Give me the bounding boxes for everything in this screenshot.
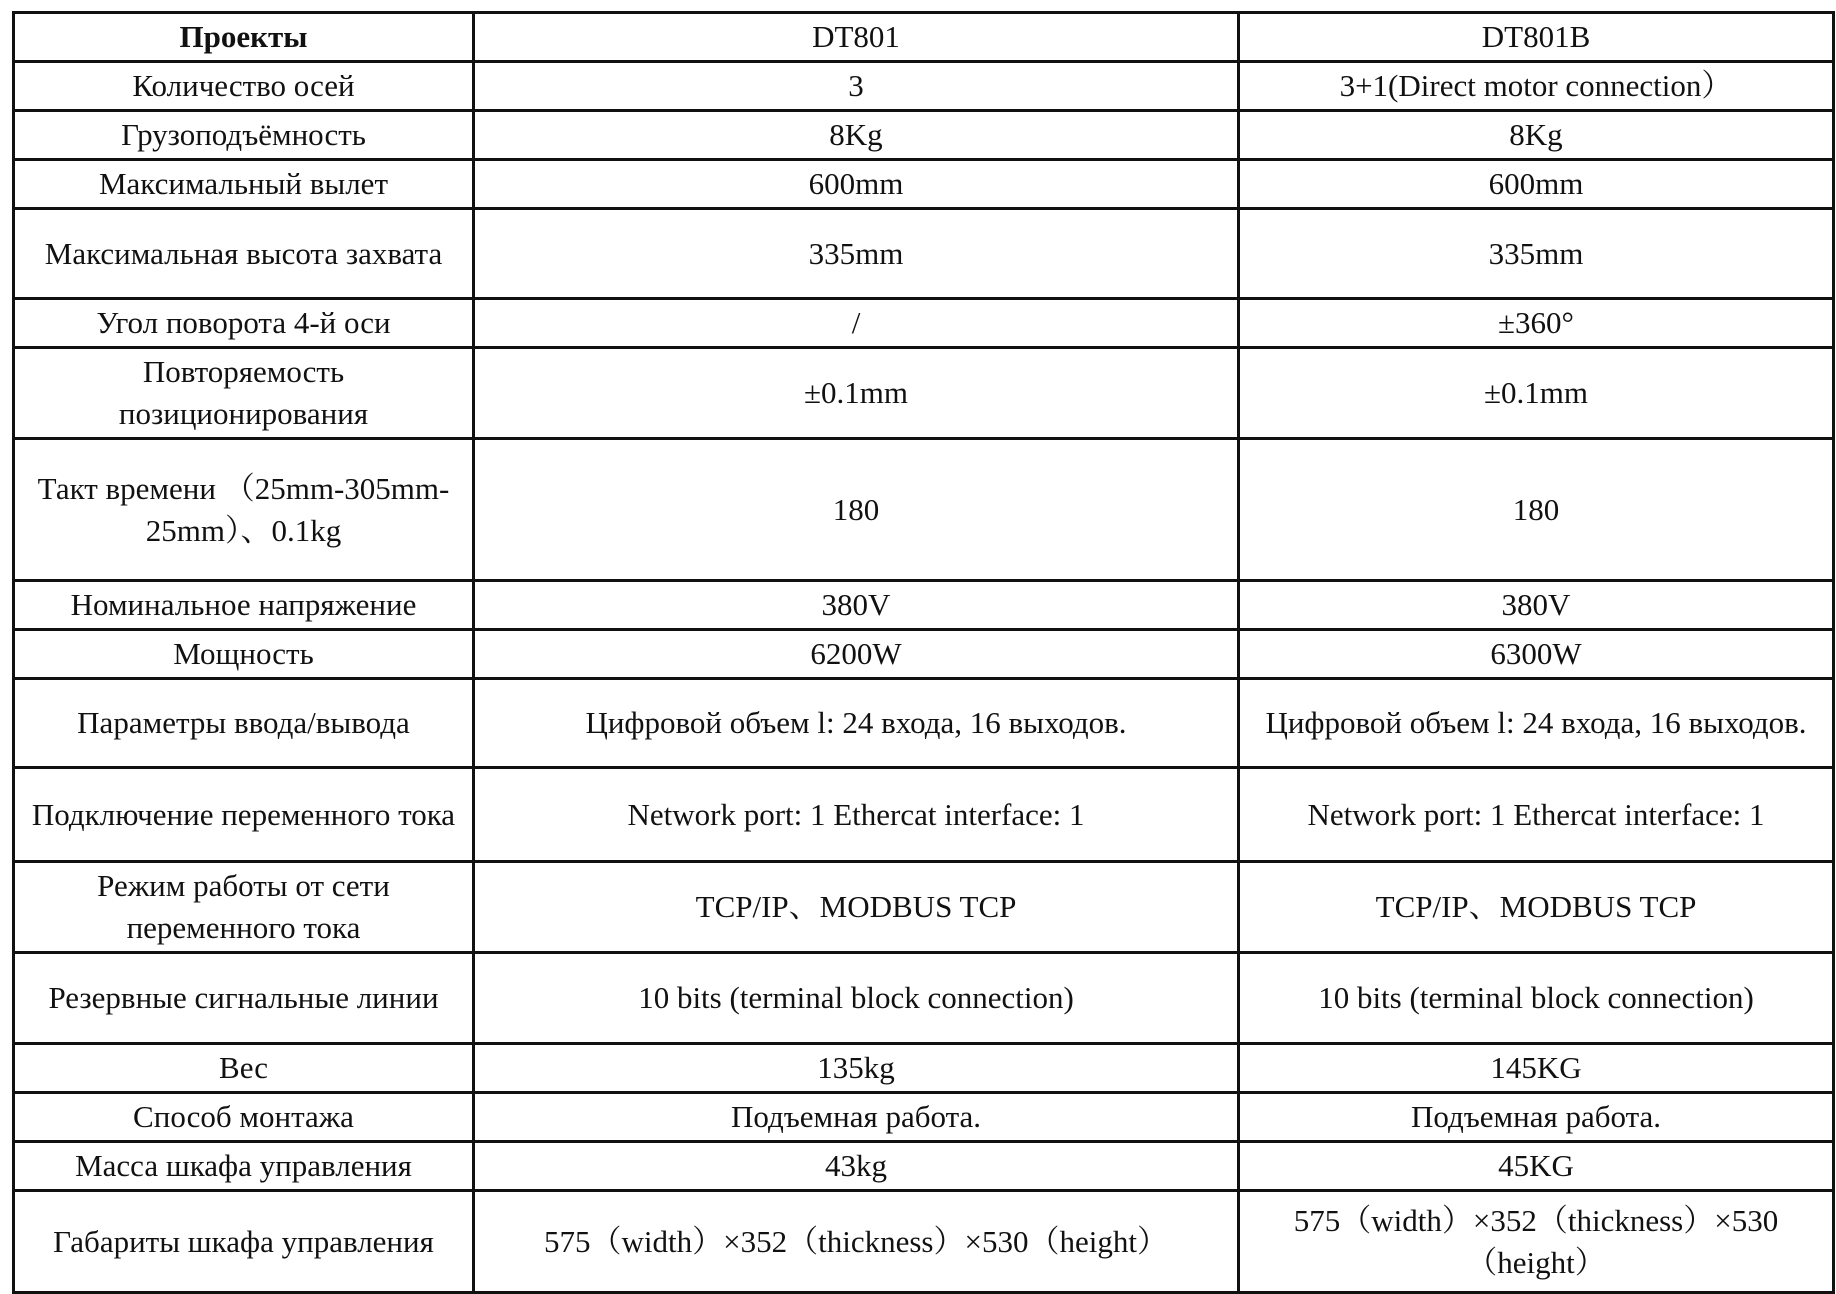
row-value-dt801b: 380V bbox=[1239, 581, 1834, 630]
table-row bbox=[14, 1142, 1834, 1191]
row-value-dt801b: 3+1(Direct motor connection） bbox=[1239, 62, 1834, 111]
row-label: Способ монтажа bbox=[14, 1093, 474, 1142]
table-row bbox=[14, 209, 1834, 299]
table-header-row bbox=[14, 13, 1834, 62]
row-value-dt801: 8Kg bbox=[474, 111, 1239, 160]
row-label: Количество осей bbox=[14, 62, 474, 111]
row-value-dt801b: Network port: 1 Ethercat interface: 1 bbox=[1239, 768, 1834, 862]
row-label: Резервные сигнальные линии bbox=[14, 953, 474, 1044]
row-value-dt801: 3 bbox=[474, 62, 1239, 111]
row-value-dt801b: 45KG bbox=[1239, 1142, 1834, 1191]
row-label: Масса шкафа управления bbox=[14, 1142, 474, 1191]
row-value-dt801b: Подъемная работа. bbox=[1239, 1093, 1834, 1142]
header-col1: DT801 bbox=[474, 13, 1239, 62]
header-label: Проекты bbox=[14, 13, 474, 62]
row-label: Максимальный вылет bbox=[14, 160, 474, 209]
row-value-dt801: Цифровой объем l: 24 входа, 16 выходов. bbox=[474, 679, 1239, 768]
table-row bbox=[14, 299, 1834, 348]
row-label: Мощность bbox=[14, 630, 474, 679]
table-row bbox=[14, 581, 1834, 630]
row-value-dt801b: 8Kg bbox=[1239, 111, 1834, 160]
row-label: Угол поворота 4-й оси bbox=[14, 299, 474, 348]
table-row bbox=[14, 679, 1834, 768]
row-value-dt801b: Цифровой объем l: 24 входа, 16 выходов. bbox=[1239, 679, 1834, 768]
row-label: Параметры ввода/вывода bbox=[14, 679, 474, 768]
row-value-dt801b: ±0.1mm bbox=[1239, 348, 1834, 439]
table-row bbox=[14, 630, 1834, 679]
table-row bbox=[14, 111, 1834, 160]
table-row bbox=[14, 439, 1834, 581]
row-value-dt801b: 600mm bbox=[1239, 160, 1834, 209]
table-row bbox=[14, 1044, 1834, 1093]
row-label: Такт времени （25mm-305mm-25mm）、0.1kg bbox=[14, 439, 474, 581]
row-label: Габариты шкафа управления bbox=[14, 1191, 474, 1293]
table-row bbox=[14, 768, 1834, 862]
row-label: Максимальная высота захвата bbox=[14, 209, 474, 299]
table-row bbox=[14, 160, 1834, 209]
row-value-dt801b: ±360° bbox=[1239, 299, 1834, 348]
row-value-dt801: 135kg bbox=[474, 1044, 1239, 1093]
row-label: Номинальное напряжение bbox=[14, 581, 474, 630]
row-value-dt801: 600mm bbox=[474, 160, 1239, 209]
row-value-dt801: / bbox=[474, 299, 1239, 348]
table-row bbox=[14, 953, 1834, 1044]
row-value-dt801: Network port: 1 Ethercat interface: 1 bbox=[474, 768, 1239, 862]
row-value-dt801b: 180 bbox=[1239, 439, 1834, 581]
row-value-dt801: 335mm bbox=[474, 209, 1239, 299]
row-value-dt801b: 6300W bbox=[1239, 630, 1834, 679]
row-value-dt801: 575（width）×352（thickness）×530（height） bbox=[474, 1191, 1239, 1293]
table-row bbox=[14, 1093, 1834, 1142]
row-value-dt801b: TCP/IP、MODBUS TCP bbox=[1239, 862, 1834, 953]
row-value-dt801: ±0.1mm bbox=[474, 348, 1239, 439]
table-row bbox=[14, 1191, 1834, 1293]
row-label: Режим работы от сети переменного тока bbox=[14, 862, 474, 953]
table-row bbox=[14, 348, 1834, 439]
row-value-dt801b: 335mm bbox=[1239, 209, 1834, 299]
row-label: Грузоподъёмность bbox=[14, 111, 474, 160]
row-value-dt801b: 145KG bbox=[1239, 1044, 1834, 1093]
row-value-dt801: 180 bbox=[474, 439, 1239, 581]
row-value-dt801: 380V bbox=[474, 581, 1239, 630]
row-value-dt801: 43kg bbox=[474, 1142, 1239, 1191]
row-value-dt801: Подъемная работа. bbox=[474, 1093, 1239, 1142]
table-row bbox=[14, 62, 1834, 111]
table-row bbox=[14, 862, 1834, 953]
row-value-dt801: 6200W bbox=[474, 630, 1239, 679]
row-label: Подключение переменного тока bbox=[14, 768, 474, 862]
row-label: Повторяемость позиционирования bbox=[14, 348, 474, 439]
row-value-dt801b: 575（width）×352（thickness）×530（height） bbox=[1239, 1191, 1834, 1293]
row-label: Вес bbox=[14, 1044, 474, 1093]
header-col2: DT801B bbox=[1239, 13, 1834, 62]
row-value-dt801: TCP/IP、MODBUS TCP bbox=[474, 862, 1239, 953]
spec-table bbox=[12, 11, 1835, 1294]
row-value-dt801: 10 bits (terminal block connection) bbox=[474, 953, 1239, 1044]
row-value-dt801b: 10 bits (terminal block connection) bbox=[1239, 953, 1834, 1044]
